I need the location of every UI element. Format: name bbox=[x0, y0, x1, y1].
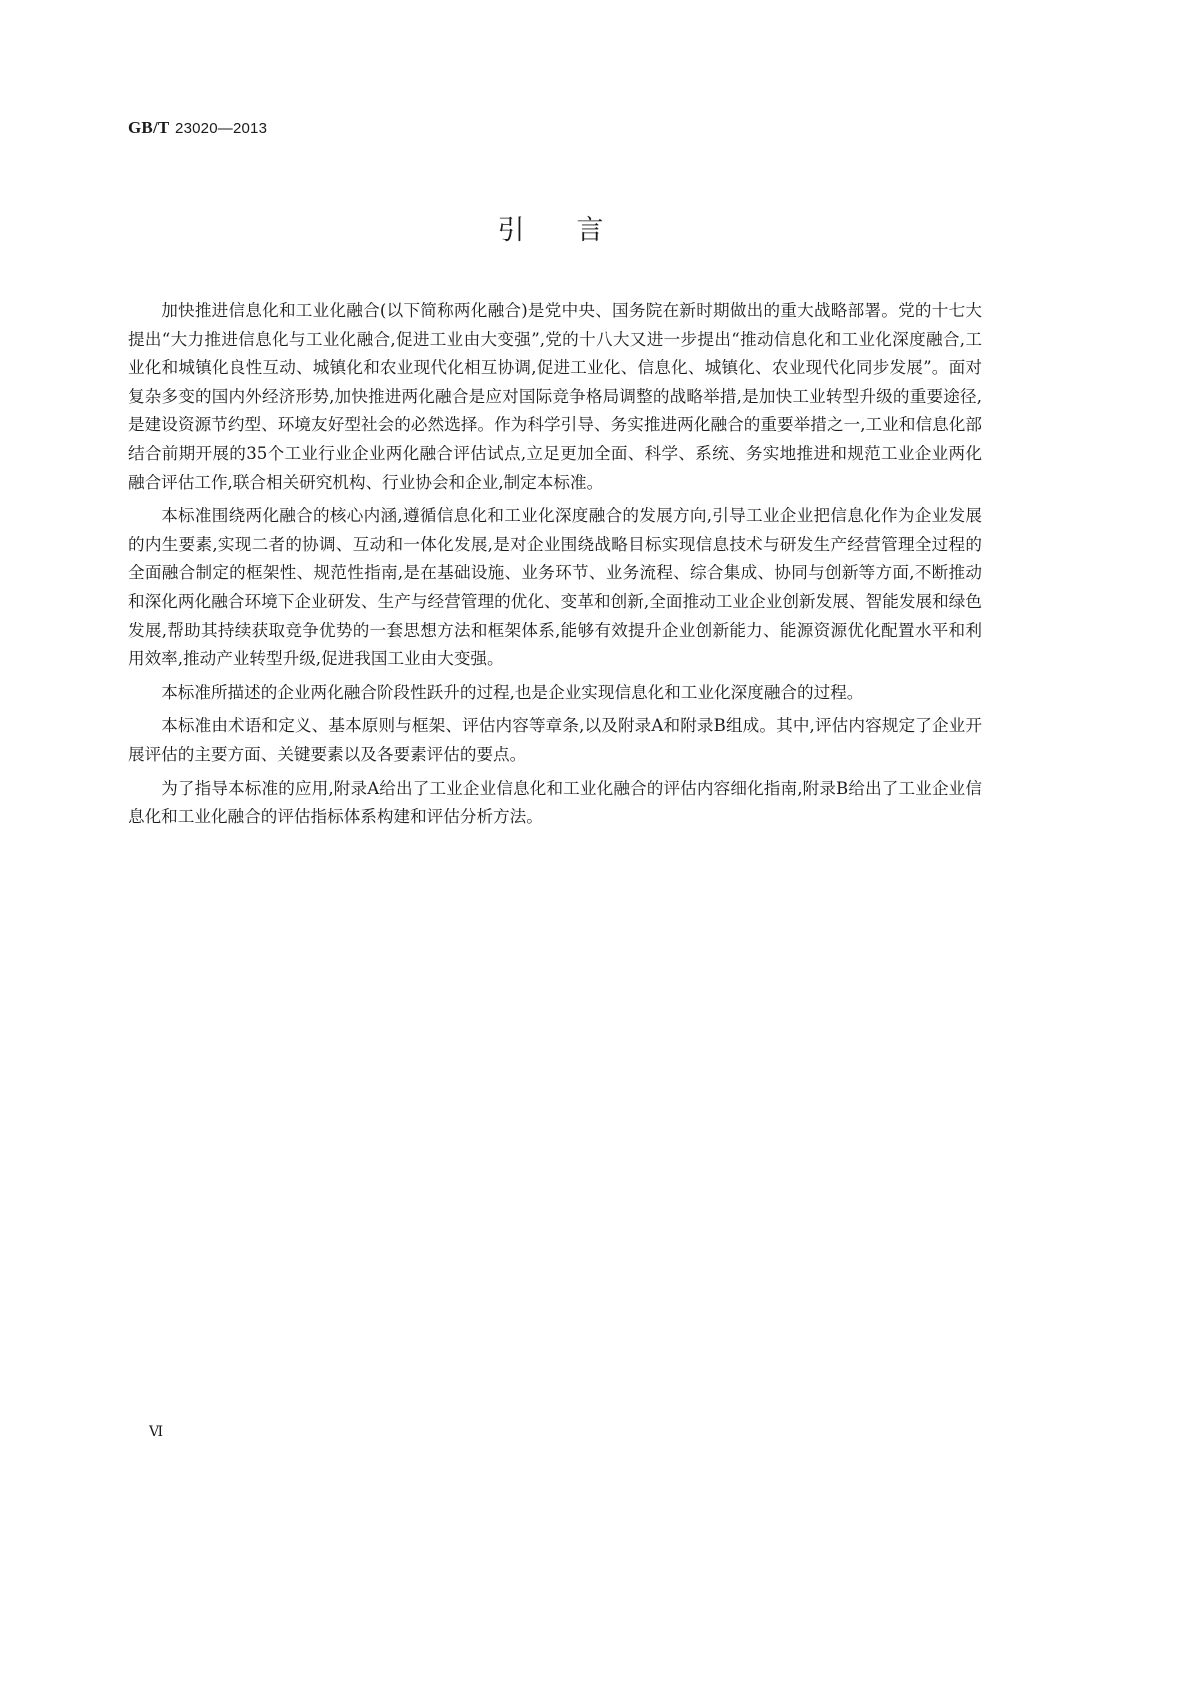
paragraph: 为了指导本标准的应用,附录A给出了工业企业信息化和工业化融合的评估内容细化指南,附录B给出了工业企业信息化和工业化融合的评估指标体系构建和评估分析方法。 bbox=[128, 778, 982, 827]
paragraph: 加快推进信息化和工业化融合(以下简称两化融合)是党中央、国务院在新时期做出的重大战略部署。党的十七大提出“大力推进信息化与工业化融合,促进工业由大变强”,党的十八大又进一步提出“推动信息化和工业化深度融合,工业化和城镇化良性互动、城镇化和农业现代化相互协调,促进工业化、信息化、城镇化、农业现代化同步发展”。面对复杂多变的国内外经济形势,加快推进两化融合是应对国际竞争格局调整的战略举措,是加快工业转型升级的重要途径,是建设资源节约型、环境友好型社会的必然选择。作为科学引导、务实推进两化融合的重要举措之一,工业和信息化部结合前期开展的35个工业行业企业两化融合评估试点,立足更加全面、科学、系统、务实地推进和规范工业企业两化融合评估工作,联合相关研究机构、行业协会和企业,制定本标准。 bbox=[128, 301, 982, 492]
page-number: Ⅵ bbox=[149, 1425, 164, 1440]
introduction-body bbox=[128, 297, 982, 837]
paragraph: 本标准由术语和定义、基本原则与框架、评估内容等章条,以及附录A和附录B组成。其中,评估内容规定了企业开展评估的主要方面、关键要素以及各要素评估的要点。 bbox=[128, 716, 982, 764]
standard-code-prefix: GB/T bbox=[128, 118, 170, 137]
standard-code-number: 23020—2013 bbox=[175, 120, 268, 137]
section-title: 引言 bbox=[497, 215, 656, 246]
paragraph: 本标准所描述的企业两化融合阶段性跃升的过程,也是企业实现信息化和工业化深度融合的过程。 bbox=[161, 682, 864, 702]
paragraph: 本标准围绕两化融合的核心内涵,遵循信息化和工业化深度融合的发展方向,引导工业企业把信息化作为企业发展的内生要素,实现二者的协调、互动和一体化发展,是对企业围绕战略目标实现信息技术与研发生产经营管理全过程的全面融合制定的框架性、规范性指南,是在基础设施、业务环节、业务流程、综合集成、协同与创新等方面,不断推动和深化两化融合环境下企业研发、生产与经营管理的优化、变革和创新,全面推动工业企业创新发展、智能发展和绿色发展,帮助其持续获取竞争优势的一套思想方法和框架体系,能够有效提升企业创新能力、能源资源优化配置水平和利用效率,推动产业转型升级,促进我国工业由大变强。 bbox=[128, 506, 982, 669]
standard-code-header bbox=[128, 118, 267, 138]
